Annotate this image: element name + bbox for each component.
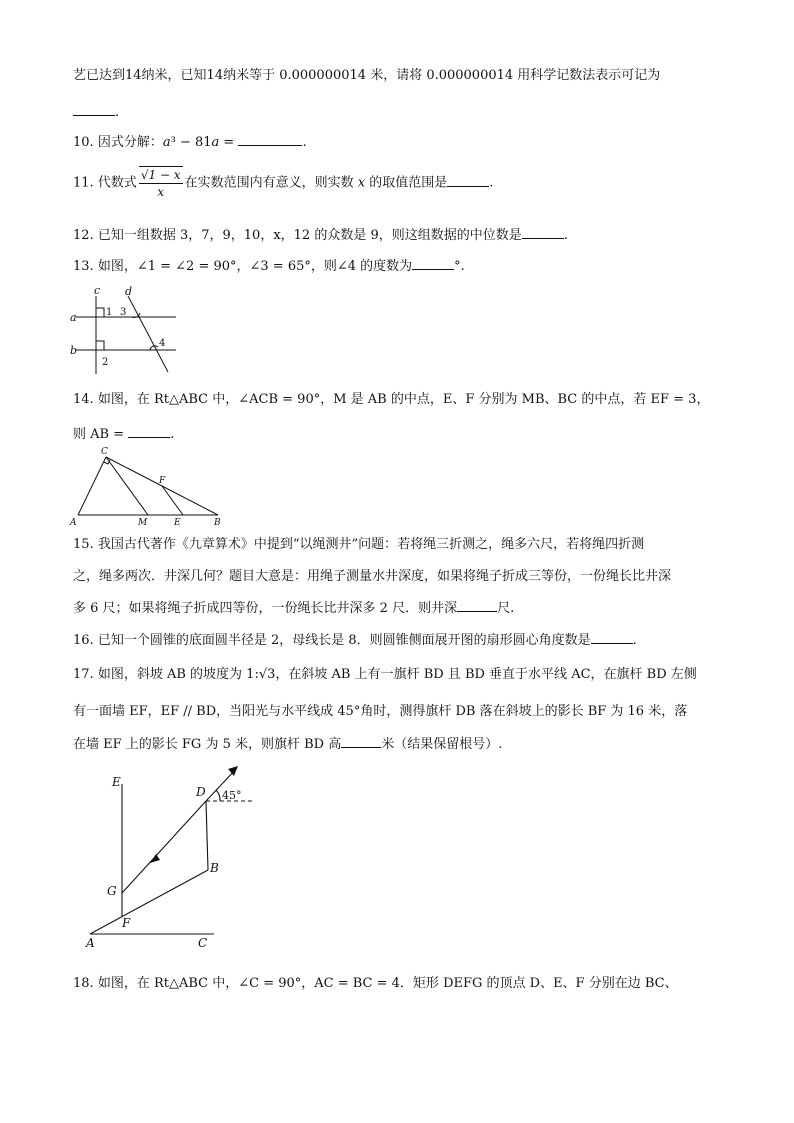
- label-E: E: [174, 518, 181, 528]
- figure-17-slope-flagpole: [82, 764, 257, 954]
- answer-blank-12[interactable]: [522, 225, 564, 239]
- question-14-line1: 14. 如图，在 Rt△ABC 中，∠ACB = 90°，M 是 AB 的中点，E、F 分别为 MB、BC 的中点，若 EF = 3，: [73, 392, 710, 407]
- question-9-line2: .: [73, 102, 119, 122]
- label-E: E: [112, 775, 121, 789]
- label-d: d: [125, 285, 133, 298]
- arrowhead-mid-icon: [150, 854, 160, 863]
- segment-CM: [106, 457, 148, 515]
- label-angle-1: 1: [106, 307, 113, 318]
- question-15-line3: 多 6 尺；如果将绳子折成四等份，一份绳长比井深多 2 尺．则井深 尺.: [73, 598, 514, 618]
- question-18-line1: 18. 如图，在 Rt△ABC 中，∠C = 90°，AC = BC = 4．矩形 DEFG 的顶点 D、E、F 分别在边 BC、: [73, 976, 678, 991]
- label-C: C: [198, 936, 208, 950]
- right-angle-mark-2: [96, 341, 104, 350]
- question-17-line2: 有一面墙 EF，EF // BD，当阳光与水平线成 45°角时，测得旗杆 DB 落在斜坡上的影长 BF 为 16 米，落: [73, 704, 688, 719]
- arrowhead-top-icon: [228, 766, 238, 776]
- label-F: F: [159, 476, 166, 486]
- segment-FE: [162, 486, 183, 515]
- answer-blank-17[interactable]: [341, 734, 381, 748]
- fraction-expression: $\frac{√1 - x}{x}$: [140, 168, 181, 199]
- label-b: b: [70, 344, 78, 357]
- label-45-degrees: 45°: [222, 789, 242, 802]
- label-C: C: [101, 447, 108, 457]
- angle-arc-45: [216, 790, 220, 801]
- question-11: 11. 代数式 $\frac{√1 - x}{x}$ 在实数范围内有意义，则实数 x 的取值范围是 .: [73, 168, 494, 199]
- figure-13-parallel-lines: [68, 284, 180, 376]
- sunray-GD: [122, 801, 206, 893]
- segment-AC: [78, 457, 106, 515]
- answer-blank-9[interactable]: [73, 102, 115, 116]
- answer-blank-14[interactable]: [128, 424, 170, 438]
- question-13: 13. 如图，∠1 = ∠2 = 90°，∠3 = 65°，则∠4 的度数为 °.: [73, 256, 465, 276]
- question-10: 10. 因式分解：a³ − 81a = .: [73, 132, 307, 152]
- question-15-line2: 之，绳多两次．井深几何？题目大意是：用绳子测量水井深度，如果将绳子折成三等份，一份绳长比井深: [73, 569, 672, 584]
- label-A: A: [70, 518, 77, 528]
- label-B: B: [210, 861, 219, 875]
- label-F: F: [122, 916, 131, 930]
- label-B: B: [214, 518, 221, 528]
- question-17-line3: 在墙 EF 上的影长 FG 为 5 米，则旗杆 BD 高 米（结果保留根号）.: [73, 734, 502, 754]
- label-angle-4: 4: [159, 338, 166, 349]
- answer-blank-10[interactable]: [238, 132, 302, 146]
- label-c: c: [94, 284, 101, 297]
- label-a: a: [70, 311, 77, 324]
- question-12: 12. 已知一组数据 3，7，9，10，x，12 的众数是 9，则这组数据的中位数是 .: [73, 225, 568, 245]
- label-angle-3: 3: [120, 307, 127, 318]
- flagpole-DB: [206, 801, 208, 870]
- question-17-line1: 17. 如图，斜坡 AB 的坡度为 1:√3，在斜坡 AB 上有一旗杆 BD 且 BD 垂直于水平线 AC，在旗杆 BD 左侧: [73, 667, 697, 682]
- right-angle-mark-1: [96, 308, 104, 317]
- label-G: G: [107, 884, 117, 898]
- answer-blank-16[interactable]: [591, 630, 633, 644]
- question-16: 16. 已知一个圆锥的底面圆半径是 2，母线长是 8．则圆锥侧面展开图的扇形圆心角度数是 .: [73, 630, 637, 650]
- question-14-line2: 则 AB = .: [73, 424, 174, 444]
- label-angle-2: 2: [102, 357, 109, 368]
- slope-AB: [90, 870, 208, 934]
- question-15-line1: 15. 我国古代著作《九章算术》中提到“以绳测井”问题：若将绳三折测之，绳多六尺，若将绳四折测: [73, 537, 645, 552]
- answer-blank-13[interactable]: [412, 256, 454, 270]
- answer-blank-11[interactable]: [447, 173, 489, 187]
- question-9-line1: 艺已达到14纳米，已知14纳米等于 0.000000014 米，请将 0.000000014 用科学记数法表示可记为: [73, 68, 661, 83]
- answer-blank-15[interactable]: [457, 598, 497, 612]
- figure-14-triangle: [68, 444, 228, 528]
- line-d: [128, 296, 168, 372]
- label-A: A: [86, 936, 95, 950]
- label-M: M: [138, 518, 148, 528]
- label-D: D: [196, 785, 206, 799]
- angle-arc-4: [150, 346, 158, 350]
